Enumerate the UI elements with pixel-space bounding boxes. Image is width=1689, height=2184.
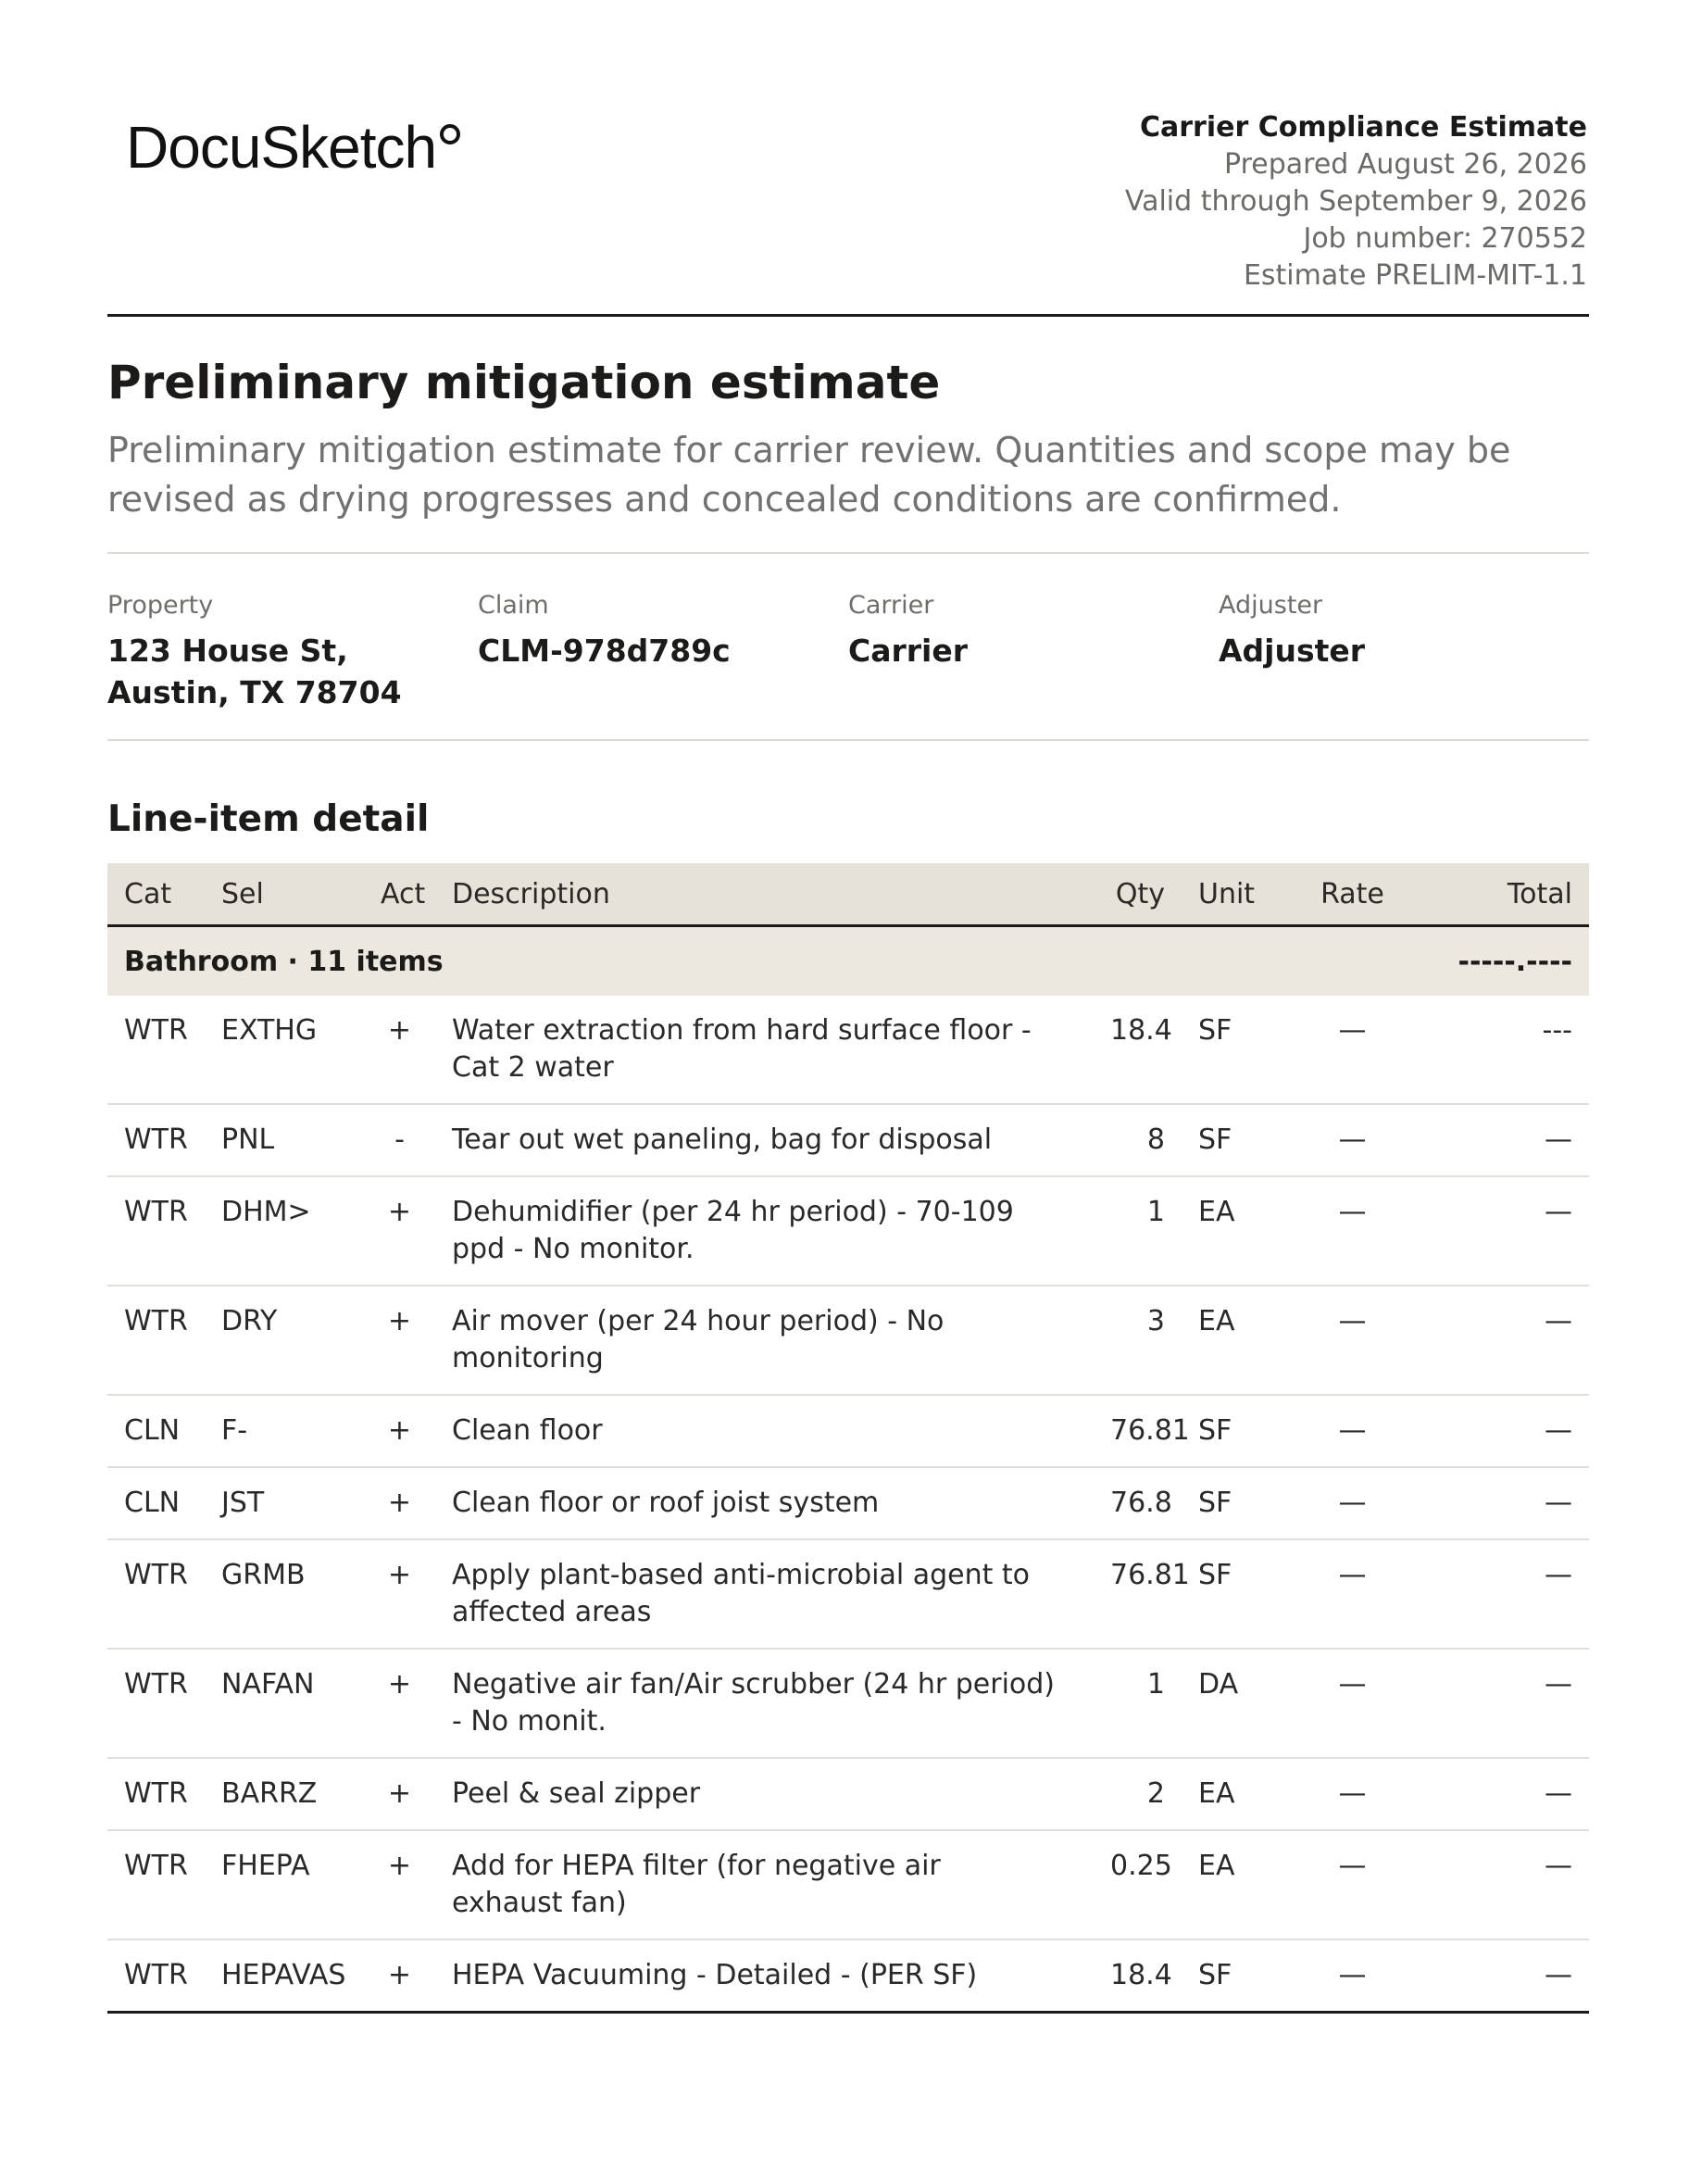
cell-act: - — [364, 1104, 435, 1176]
cell-qty: 76.81 — [1094, 1539, 1182, 1649]
property-address — [107, 630, 478, 713]
cell-total: — — [1409, 1176, 1589, 1286]
cell-act: + — [364, 1176, 435, 1286]
col-header-cat: Cat — [107, 863, 205, 926]
cell-total: — — [1409, 1649, 1589, 1758]
table-row — [107, 1539, 1589, 1649]
estimate-id: Estimate PRELIM-MIT-1.1 — [1243, 259, 1587, 292]
cell-total: — — [1409, 1830, 1589, 1939]
cell-unit: EA — [1182, 1830, 1295, 1939]
line-item-table — [107, 863, 1589, 2014]
cell-unit: SF — [1182, 1395, 1295, 1467]
cell-rate: — — [1295, 1395, 1409, 1467]
cell-rate: — — [1295, 1286, 1409, 1395]
claim-label: Claim — [478, 591, 549, 620]
adjuster-info — [1219, 589, 1589, 713]
cell-unit: EA — [1182, 1758, 1295, 1830]
cell-sel: NAFAN — [205, 1649, 364, 1758]
cell-qty: 1 — [1094, 1649, 1182, 1758]
property-line-1: 123 House St, — [107, 633, 348, 669]
cell-cat: WTR — [107, 1286, 205, 1395]
cell-act: + — [364, 1539, 435, 1649]
cell-qty: 1 — [1094, 1176, 1182, 1286]
cell-cat: WTR — [107, 1939, 205, 2013]
cell-description: Air mover (per 24 hour period) - No monitoring — [435, 1286, 1094, 1395]
cell-description: Negative air fan/Air scrubber (24 hr period) - No monit. — [435, 1649, 1094, 1758]
cell-act: + — [364, 1830, 435, 1939]
cell-rate: — — [1295, 1939, 1409, 2013]
col-header-act: Act — [364, 863, 435, 926]
col-header-qty: Qty — [1094, 863, 1182, 926]
cell-sel: FHEPA — [205, 1830, 364, 1939]
job-number: Job number: 270552 — [1303, 222, 1587, 255]
cell-act: + — [364, 1395, 435, 1467]
cell-rate: — — [1295, 996, 1409, 1104]
cell-sel: PNL — [205, 1104, 364, 1176]
cell-sel: DRY — [205, 1286, 364, 1395]
col-header-unit: Unit — [1182, 863, 1295, 926]
cell-qty: 8 — [1094, 1104, 1182, 1176]
cell-cat: WTR — [107, 1176, 205, 1286]
cell-total: --- — [1409, 996, 1589, 1104]
cell-unit: EA — [1182, 1286, 1295, 1395]
cell-description: Water extraction from hard surface floor - Cat 2 water — [435, 996, 1094, 1104]
carrier-name: Carrier — [848, 633, 969, 669]
page-title: Preliminary mitigation estimate — [107, 356, 941, 409]
cell-sel: F- — [205, 1395, 364, 1467]
cell-rate: — — [1295, 1830, 1409, 1939]
table-row — [107, 996, 1589, 1104]
cell-qty: 76.8 — [1094, 1467, 1182, 1539]
table-row — [107, 1176, 1589, 1286]
cell-total: — — [1409, 1467, 1589, 1539]
property-info — [107, 589, 478, 713]
claim-number: CLM-978d789c — [478, 633, 731, 669]
cell-act: + — [364, 1286, 435, 1395]
col-header-sel: Sel — [205, 863, 364, 926]
cell-unit: DA — [1182, 1649, 1295, 1758]
cell-description: Apply plant-based anti-microbial agent to affected areas — [435, 1539, 1094, 1649]
page-content — [107, 0, 1589, 1991]
cell-rate: — — [1295, 1649, 1409, 1758]
cell-unit: SF — [1182, 1104, 1295, 1176]
carrier-info — [848, 589, 1219, 713]
cell-qty: 0.25 — [1094, 1830, 1182, 1939]
cell-total: — — [1409, 1939, 1589, 2013]
cell-qty: 76.81 — [1094, 1395, 1182, 1467]
cell-rate: — — [1295, 1539, 1409, 1649]
adjuster-label: Adjuster — [1219, 591, 1323, 620]
cell-total: — — [1409, 1104, 1589, 1176]
cell-qty: 18.4 — [1094, 996, 1182, 1104]
cell-sel: HEPAVAS — [205, 1939, 364, 2013]
document-type: Carrier Compliance Estimate — [1140, 111, 1587, 144]
table-row — [107, 1104, 1589, 1176]
cell-description: Tear out wet paneling, bag for disposal — [435, 1104, 1094, 1176]
page-subtitle: Preliminary mitigation estimate for carrier review. Quantities and scope may be revised as drying progresses and concealed conditions are confirmed. — [107, 430, 1511, 520]
cell-act: + — [364, 1649, 435, 1758]
cell-description: Clean floor — [435, 1395, 1094, 1467]
cell-description: Clean floor or roof joist system — [435, 1467, 1094, 1539]
divider — [107, 739, 1589, 741]
cell-rate: — — [1295, 1104, 1409, 1176]
header-divider — [107, 314, 1589, 317]
cell-description: Dehumidifier (per 24 hr period) - 70-109 ppd - No monitor. — [435, 1176, 1094, 1286]
cell-cat: CLN — [107, 1395, 205, 1467]
cell-cat: WTR — [107, 1649, 205, 1758]
property-label: Property — [107, 591, 214, 620]
cell-rate: — — [1295, 1467, 1409, 1539]
logo-ring-icon — [440, 124, 460, 144]
col-header-description: Description — [435, 863, 1094, 926]
cell-total: — — [1409, 1395, 1589, 1467]
divider — [107, 552, 1589, 554]
carrier-label: Carrier — [848, 591, 934, 620]
cell-qty: 2 — [1094, 1758, 1182, 1830]
table-row — [107, 1939, 1589, 2013]
cell-unit: EA — [1182, 1176, 1295, 1286]
cell-unit: SF — [1182, 1467, 1295, 1539]
cell-act: + — [364, 996, 435, 1104]
cell-cat: WTR — [107, 1830, 205, 1939]
claim-info-col — [478, 589, 848, 713]
cell-unit: SF — [1182, 1939, 1295, 2013]
cell-unit: SF — [1182, 1539, 1295, 1649]
docusketch-logo — [126, 113, 460, 182]
cell-total: — — [1409, 1758, 1589, 1830]
col-header-rate: Rate — [1295, 863, 1409, 926]
cell-sel: BARRZ — [205, 1758, 364, 1830]
claim-info — [107, 589, 1589, 713]
table-row — [107, 1649, 1589, 1758]
cell-act: + — [364, 1939, 435, 2013]
room-group-label: Bathroom · 11 items — [107, 926, 1409, 997]
cell-sel: JST — [205, 1467, 364, 1539]
cell-sel: DHM> — [205, 1176, 364, 1286]
cell-cat: WTR — [107, 996, 205, 1104]
cell-act: + — [364, 1758, 435, 1830]
cell-qty: 18.4 — [1094, 1939, 1182, 2013]
document-header — [107, 0, 1589, 315]
cell-qty: 3 — [1094, 1286, 1182, 1395]
cell-sel: EXTHG — [205, 996, 364, 1104]
cell-cat: WTR — [107, 1758, 205, 1830]
cell-unit: SF — [1182, 996, 1295, 1104]
cell-cat: CLN — [107, 1467, 205, 1539]
table-row — [107, 1395, 1589, 1467]
cell-description: HEPA Vacuuming - Detailed - (PER SF) — [435, 1939, 1094, 2013]
table-row — [107, 1758, 1589, 1830]
table-row — [107, 1286, 1589, 1395]
cell-rate: — — [1295, 1758, 1409, 1830]
cell-total: — — [1409, 1286, 1589, 1395]
section-title: Line-item detail — [107, 798, 430, 840]
prepared-date: Prepared August 26, 2026 — [1224, 148, 1587, 181]
cell-sel: GRMB — [205, 1539, 364, 1649]
cell-act: + — [364, 1467, 435, 1539]
table-header-row — [107, 863, 1589, 926]
col-header-total: Total — [1409, 863, 1589, 926]
valid-through: Valid through September 9, 2026 — [1124, 185, 1587, 218]
room-group-total: -----.---- — [1409, 926, 1589, 997]
document-meta — [1125, 109, 1587, 295]
logo-text: DocuSketch — [126, 114, 437, 181]
table-row — [107, 1830, 1589, 1939]
property-line-2: Austin, TX 78704 — [107, 674, 402, 710]
cell-description: Peel & seal zipper — [435, 1758, 1094, 1830]
cell-cat: WTR — [107, 1539, 205, 1649]
room-group-row — [107, 926, 1589, 997]
cell-total: — — [1409, 1539, 1589, 1649]
cell-cat: WTR — [107, 1104, 205, 1176]
cell-rate: — — [1295, 1176, 1409, 1286]
adjuster-name: Adjuster — [1219, 633, 1366, 669]
table-row — [107, 1467, 1589, 1539]
cell-description: Add for HEPA filter (for negative air exhaust fan) — [435, 1830, 1094, 1939]
